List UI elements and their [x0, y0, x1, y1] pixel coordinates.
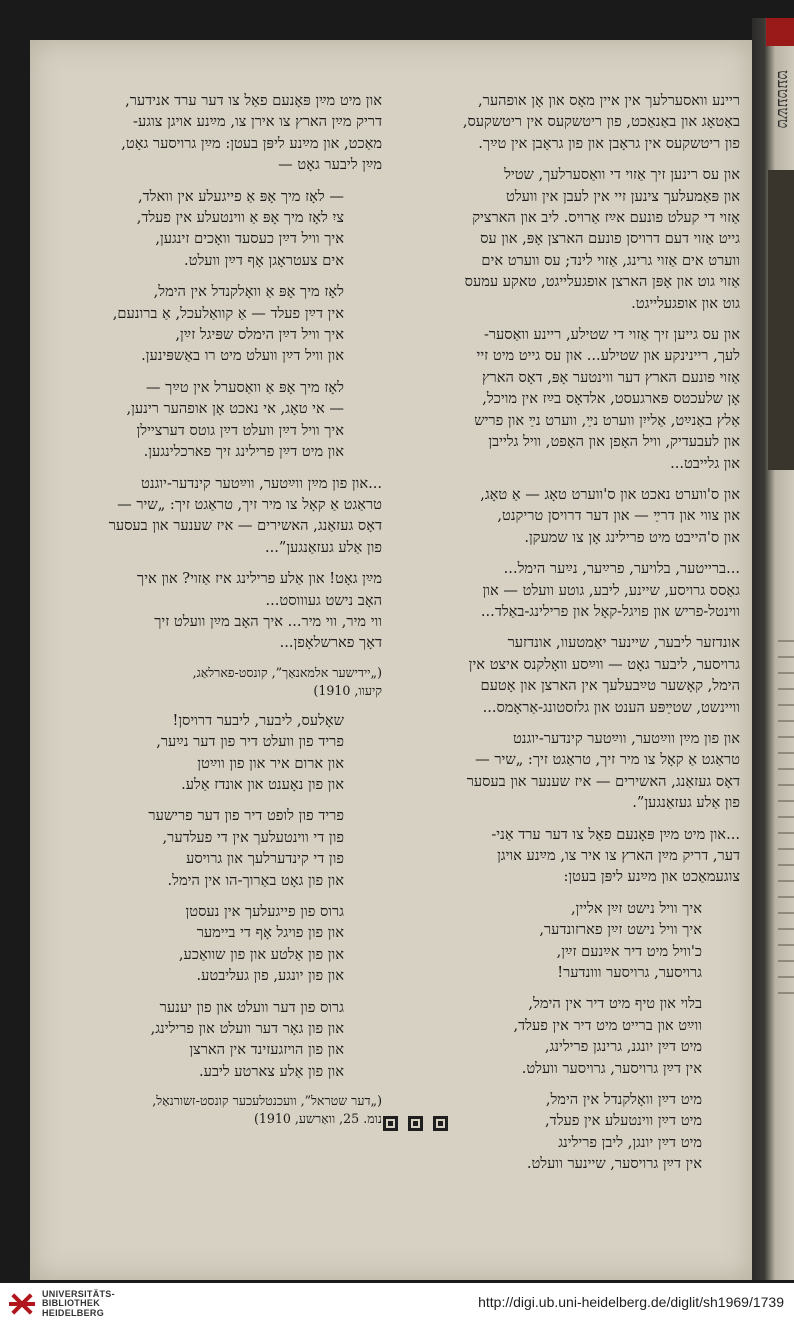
text-line: און פּאַמעלעך צינען זיי אין לעבן אין וועלט — [506, 187, 740, 205]
stanza-gap — [62, 654, 382, 664]
stanza-gap — [62, 1082, 382, 1092]
text-line: לאָז מיך אָפּ אַ וואַסערל אין טײַך — — [145, 378, 344, 396]
text-line: ווי מיר, ווי מיר... איך האָב מײַן וועלט זיך — [154, 612, 382, 630]
poem-stanza — [62, 901, 382, 987]
text-line: טראַגט אַ קאָל צו מיר זיך, טראַגט זיך: „שיר — — [475, 751, 740, 769]
text-line: און ארום איר און פון ווײַטן — [197, 754, 344, 772]
stanza-gap — [420, 814, 740, 824]
text-line: איך וויל נישט זײַן פארזונדער, — [539, 921, 702, 939]
edge-red-tab — [766, 18, 794, 46]
source-citation — [62, 664, 382, 700]
text-line: און גלייבט... — [670, 454, 740, 472]
text-line: ...און מיט מײַן פּאָנעם פאַל צו דער ערד אַני- — [491, 825, 740, 843]
text-line: („דער שטראל”, וועכנטלעכער קונסט-זשורנאַל, — [152, 1093, 382, 1109]
text-line: אַזוי פונעם הארץ דער ווינטער אָפּ, דאָס הארץ — [481, 368, 740, 386]
poem-stanza — [62, 997, 382, 1083]
text-line: און עס גייען זיך אַזוי די שטילע, ריינע וואַסער- — [483, 326, 740, 344]
text-line: פון ריטשקעס אין גראָבן און פון גראָבן אין טײַך. — [478, 134, 740, 152]
paragraph — [420, 324, 740, 474]
poem-stanza — [62, 281, 382, 367]
text-line: מיט דײַן יונגן, ליבן פרילינג — [558, 1133, 702, 1151]
text-line: אין דײַן גרויסער, גרויסער וועלט. — [521, 1059, 702, 1077]
ornament-square — [433, 1116, 448, 1131]
text-line: ווינטל-פריש און פויגל-קאָל און פרילינג-באַלד... — [480, 602, 740, 620]
stanza-gap — [420, 1079, 740, 1089]
edge-text-lines — [778, 640, 794, 1000]
right-column — [420, 90, 740, 1175]
paragraph — [62, 568, 382, 654]
text-line: פון אַלע געזאַנגען”... — [264, 538, 382, 556]
text-line: מיט דײַן וואָלקנדל אין הימל, — [545, 1091, 702, 1109]
stanza-gap — [62, 558, 382, 568]
logo-line: HEIDELBERG — [42, 1307, 105, 1318]
poem-stanza — [420, 898, 740, 984]
text-line: ...און פון מײַן ווײַטער, ווײַטער קינדער-יוגנט — [141, 474, 382, 492]
text-line: און ס'הייבט מיט פרילינג אָן צו שמעקן. — [524, 528, 740, 546]
text-line: פריד פון לופט דיר פון דער פרישער — [148, 807, 344, 825]
text-line: איך וויל דײַן כעסעד וואָכים זינגען, — [155, 230, 344, 248]
stanza-gap — [420, 622, 740, 632]
text-line: אָן שלעכטס פּארגעסט, אלדאָס בײַז אין מויכל, — [482, 390, 740, 408]
text-line: איך וויל נישט זײַן אליין, — [570, 899, 702, 917]
paragraph — [420, 632, 740, 718]
text-line: מײַן ליבער גאָט — — [278, 156, 382, 174]
stanza-gap — [62, 463, 382, 473]
edge-photo — [768, 170, 794, 470]
text-line: דריק מײַן הארץ צו אירן צו, מײַנע אויגן צוגע- — [133, 113, 382, 131]
text-line: און פון גאָר דער וועלט און פרילינג, — [150, 1020, 344, 1038]
logo-line: BIBLIOTHEK — [42, 1298, 100, 1309]
text-line: ריינע וואסערלעך אין איין מאָס און אָן אופהער, — [478, 92, 740, 109]
text-line: אַלץ באַנײַט, אַלייִן ווערט נײַ, ווערט נײַ און פריש — [474, 411, 740, 429]
text-line: אים צעטראָגן אָף דײַן וועלט. — [184, 251, 344, 269]
stanza-gap — [420, 888, 740, 898]
ornament-square — [383, 1116, 398, 1131]
text-line: און ס'ווערט נאכט און ס'ווערט טאָג — אַ טאָג, — [480, 485, 740, 503]
paragraph — [420, 728, 740, 814]
text-line: ציִ לאָז מיך אָפּ אַ ווינטעלע אין פעלד, — [136, 209, 344, 227]
text-line: אַזוי די קעלט פונעם אײַז אַרויס. ליב און הארציק — [472, 209, 740, 227]
stanza-gap — [62, 795, 382, 805]
poem-stanza — [420, 1089, 740, 1175]
ornament — [383, 1116, 463, 1134]
text-line: מײַן גאָט! און אַלע פרילינג איז אַזוי? און איך — [137, 570, 382, 588]
text-line: און פון אַלע צארטע ליבע. — [199, 1062, 344, 1080]
text-line: פון די קינדערלעך און גרויסע — [186, 850, 344, 868]
library-logo-icon[interactable] — [8, 1290, 36, 1318]
text-line: וויינשט, שטײַפּע הענט און גלזסטונג-אַראָמס... — [482, 698, 740, 716]
text-line: דער, דריק מײַן הארץ צו איר צו, מײַנע אויגן — [497, 847, 740, 864]
stanza-gap — [62, 271, 382, 281]
text-line: גוט און אופגעלייגט. — [631, 294, 740, 312]
stanza-gap — [62, 176, 382, 186]
source-url-link[interactable]: http://digi.ub.uni-heidelberg.de/diglit/sh1969/1739 — [478, 1294, 784, 1310]
edge-word: טשעטעט — [774, 70, 793, 129]
text-line: באַטאָג און באַנאַכט, פון ריטשקעס אין ריטשקעס, — [462, 113, 740, 131]
text-line: פריד פון וועלט דיר פון דער נײַער, — [156, 733, 344, 751]
poem-stanza — [62, 186, 382, 272]
text-line: לעך, ריינינקע און שטילע... און עס גייט מיט זיי — [476, 347, 740, 365]
text-line: אין דײַן גרויסער, שיינער וועלט. — [526, 1155, 702, 1173]
stanza-gap — [420, 718, 740, 728]
text-line: — אי טאָג, אי נאכט אָן אופהער רינען, — [126, 400, 344, 418]
text-line: און פון יונגע, פון געליבטע. — [196, 967, 344, 985]
paragraph — [62, 473, 382, 559]
stanza-gap — [420, 983, 740, 993]
text-line: שאָלעס, ליבער, ליבער דרויסן! — [172, 711, 344, 729]
source-citation — [62, 1092, 382, 1128]
ornament-square — [408, 1116, 423, 1131]
text-line: און פון הויזגעזינד אין הארצן — [189, 1041, 344, 1059]
text-line: גאַסס גרויסע, שיינע, ליבע, גוטע וועלט — און — [482, 581, 740, 599]
paragraph — [420, 90, 740, 154]
poem-stanza — [62, 710, 382, 796]
text-line: ...ברייטער, בלויער, פרײַער, נײַער הימל... — [503, 560, 740, 578]
text-line: גייט אַזוי דעם דרויסן פונעם הארצן אָפּ, און עס — [480, 230, 740, 248]
text-line: צוגעמאַכט און מײַנע ליפּן בעטן: — [563, 868, 740, 886]
logo-line: UNIVERSITÄTS- — [42, 1289, 115, 1299]
text-line: מיט דײַן יונגנ, גרינגן פרילינג, — [544, 1038, 702, 1056]
stanza-gap — [420, 314, 740, 324]
text-line: און מיט מײַן פּאָנעם פאַל צו דער ערד אנידער, — [125, 92, 382, 109]
text-line: פון אַלע געזאַנגען”. — [632, 794, 740, 812]
text-line: אין דײַן פעלד — אַ קוואַלעכל, אַ ברונעם, — [112, 304, 344, 322]
text-line: און עס רינען זיך אַזוי די וואַסערלעך, שטיל — [504, 166, 740, 184]
text-line: גרויסער, ליבער גאָט — ווײַסע וואָלקנס איצט אין — [468, 655, 740, 673]
poem-stanza — [62, 805, 382, 891]
text-line: מאַכט, און מײַנע ליפּן בעטן: מײַן גרויסער גאָט, — [121, 134, 382, 152]
paragraph — [62, 90, 382, 176]
text-line: פון די ווינטעלעך אין די פעלדער, — [162, 828, 344, 846]
stanza-gap — [420, 474, 740, 484]
stanza-gap — [62, 700, 382, 710]
text-line: („יידישער אלמאנאַך”, קונסט-פארלאַג, — [192, 664, 382, 680]
text-line: דאָך פארשלאָפן... — [279, 634, 382, 652]
text-line: נומ. 25, וואַרשע, 1910) — [253, 1111, 382, 1127]
text-line: גרוס פון פייגעלעך אין נעסטן — [185, 903, 344, 920]
text-line: און וויל דײַן וועלט מיט רו באַשפּינען. — [141, 347, 344, 365]
text-line: לאָז מיך אָפּ אַ וואָלקנדל אין הימל, — [153, 283, 344, 301]
stanza-gap — [62, 987, 382, 997]
text-line: האָב נישט געוווסט... — [265, 591, 382, 609]
text-line: ווערט אים אַזוי גרינג, אַזוי לינד; עס ווערט אים — [481, 251, 740, 269]
paragraph — [420, 484, 740, 548]
text-line: און מיט דײַן פרילינג זיך פארכלינגען. — [143, 443, 344, 461]
text-line: אונדזער ליבער, שיינער יאַמטעוו, אונדזער — [507, 634, 740, 652]
text-line: מיט דײַן ווינטעלע אין פעלד, — [545, 1112, 702, 1130]
text-line: איך וויל דײַן הימלס שפּיגל זײַן, — [175, 326, 344, 344]
text-line: — לאָז מיך אָפּ אַ פייגעלע אין וואלד, — [137, 187, 344, 205]
text-line: הימל, קאָשער טײַבעלעך אין הארצן און אָטעם — [480, 677, 740, 695]
poem-stanza — [420, 993, 740, 1079]
text-line: בלוי און טיף מיט דיר אין הימל, — [528, 995, 702, 1013]
text-line: גרויסער, גרויסער ווונדער! — [557, 964, 702, 982]
text-line: און לעבעדיק, וויל האָפן און האָפט, וויל גלייבן — [488, 433, 740, 451]
text-line: דאָס געזאַנג, האשירים — איז שענער און בעסער — [108, 517, 382, 535]
paragraph — [420, 164, 740, 314]
text-line: גרוס פון דער וועלט און פון יענער — [159, 998, 344, 1016]
text-line: קיעוו, 1910) — [313, 682, 382, 698]
poem-stanza — [62, 377, 382, 463]
paragraph — [420, 824, 740, 888]
text-line: כ'וויל מיט דיר אײַנעם זײַן, — [556, 942, 702, 960]
stanza-gap — [62, 891, 382, 901]
text-line: אַזוי גוט און אָפּן הארצן אופגעלייגט, טאקע עמעס — [464, 273, 740, 291]
stanza-gap — [62, 367, 382, 377]
text-line: און פון פויגל אָף די ביימער — [196, 924, 344, 942]
library-logo-text[interactable] — [42, 1290, 115, 1318]
text-line: איך וויל דײַן וועלט דײַן גוטס דערציילן — [136, 421, 344, 439]
text-line: און פון מײַן ווײַטער, ווײַטער קינדער-יוגנט — [512, 729, 740, 747]
left-column — [62, 90, 382, 1128]
text-line: און פון נאָענט און אונדז אַלע. — [181, 775, 344, 793]
stanza-gap — [420, 154, 740, 164]
text-line: ווײַט און ברייט מיט דיר אין פעלד, — [513, 1016, 702, 1034]
text-line: טראַגט אַ קאָל צו מיר זיך, טראַגט זיך: „שיר — — [117, 495, 382, 513]
text-line: דאָס געזאַנג, האשירים — איז שענער און בעסער — [466, 772, 740, 790]
stanza-gap — [420, 548, 740, 558]
text-line: און צווי און דרײַ — און דער דרויסן טריקנט, — [497, 507, 740, 525]
text-line: און פון אַלטע און פון שוואַכע, — [178, 945, 344, 963]
text-line: און פון גאָט באַרוך-הו אין הימל. — [167, 871, 344, 889]
paragraph — [420, 558, 740, 622]
